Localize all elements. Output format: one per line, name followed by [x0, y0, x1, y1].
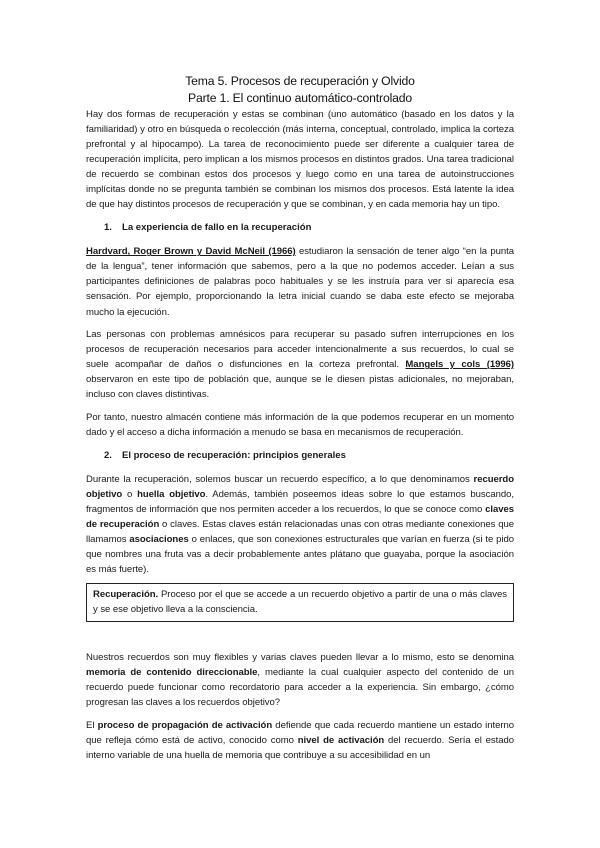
section-2-paragraph-1: Durante la recuperación, solemos buscar un recuerdo específico, a lo que denominamos recuerdo objetivo o huella objetivo. Además, también poseemos ideas sobre lo que estamos buscando, fragmentos de información que nos permiten acceder a los recuerdos, lo que se conoce como claves de recuperación o claves. Estas claves están relacionadas unas con otras mediante conexiones que llamamos asociaciones o enlaces, que son conexiones estructurales que varían en fuerza (si te pido que nombres una fruta vas a decir probablemente antes plátano que guayaba, porque la asociación es más fuerte).: [86, 473, 514, 576]
intro-paragraph: Hay dos formas de recuperación y estas se combinan (uno automático (basado en los datos y la familiaridad) y otro en búsqueda o recolección (más interna, conceptual, controlado, implica la corteza prefrontal y al hipocampo). La tarea de reconocimiento puede ser diferente a cualquier tarea de recuperación implícita, pero implican a los mismos procesos en distintos grados. Una tarea tradicional de recuerdo se combinan estos dos procesos y luego como en una tarea de autoinstrucciones implícitas donde no se pregunta también se combinan los mismos dos procesos. Está latente la idea de que hay distintos procesos de recuperación y que se combinan, y en cada memoria hay un tipo.: [86, 109, 514, 211]
citation: Mangels y cols (1996): [405, 359, 514, 371]
section-1-paragraph-1: Hardvard, Roger Brown y David McNeil (1966) estudiaron la sensación de tener algo “en la punta de la lengua”, tener información que sabemos, pero a la que no podemos acceder. Leían a sus participantes definiciones de palabras poco habituales y se les instruía para ver si aparecía esa sensación. Por ejemplo, proporcionando la letra inicial cuando se daba este efecto se mejoraba mucho la ejecución.: [86, 246, 514, 318]
section-1-heading: 1. La experiencia de fallo en la recuperación: [104, 222, 312, 234]
section-1-paragraph-3: Por tanto, nuestro almacén contiene más información de la que podemos recuperar en un momento dado y el acceso a dicha información a menudo se basa en mecanismos de recuperación.: [86, 411, 514, 438]
section-2-heading: 2. El proceso de recuperación: principios generales: [104, 449, 346, 461]
document-title: Tema 5. Procesos de recuperación y Olvido: [185, 74, 415, 88]
document-subtitle: Parte 1. El continuo automático-controlado: [187, 91, 413, 105]
definition-box: Recuperación. Proceso por el que se accede a un recuerdo objetivo a partir de una o más claves y se ese objetivo lleva a la consciencia.: [86, 583, 514, 622]
citation: Hardvard, Roger Brown y David McNeil (1966): [86, 246, 296, 258]
section-2-paragraph-2: Nuestros recuerdos son muy flexibles y varias claves pueden llevar a lo mismo, esto se denomina memoria de contenido direccionable, mediante la cual cualquier aspecto del contenido de un recuerdo puede funcionar como recordatorio para acceder a la experiencia. Sin embargo, ¿cómo progresan las claves a los recuerdos objetivo?: [86, 652, 514, 709]
section-1-paragraph-2: Las personas con problemas amnésicos para recuperar su pasado sufren interrupciones en los procesos de recuperación necesarios para acceder intencionalmente a sus recuerdos, lo cual se suele acompañar de daños o disfunciones en la corteza prefrontal. Mangels y cols (1996) observaron en este tipo de población que, aunque se le diesen pistas adicionales, no mejoraban, incluso con claves distintivas.: [86, 329, 514, 401]
definition-term: Recuperación.: [93, 589, 159, 601]
section-2-paragraph-3: El proceso de propagación de activación defiende que cada recuerdo mantiene un estado interno que refleja cómo está de activo, conocido como nivel de activación del recuerdo. Sería el estado interno variable de una huella de memoria que contribuye a su accesibilidad en un: [86, 720, 514, 762]
